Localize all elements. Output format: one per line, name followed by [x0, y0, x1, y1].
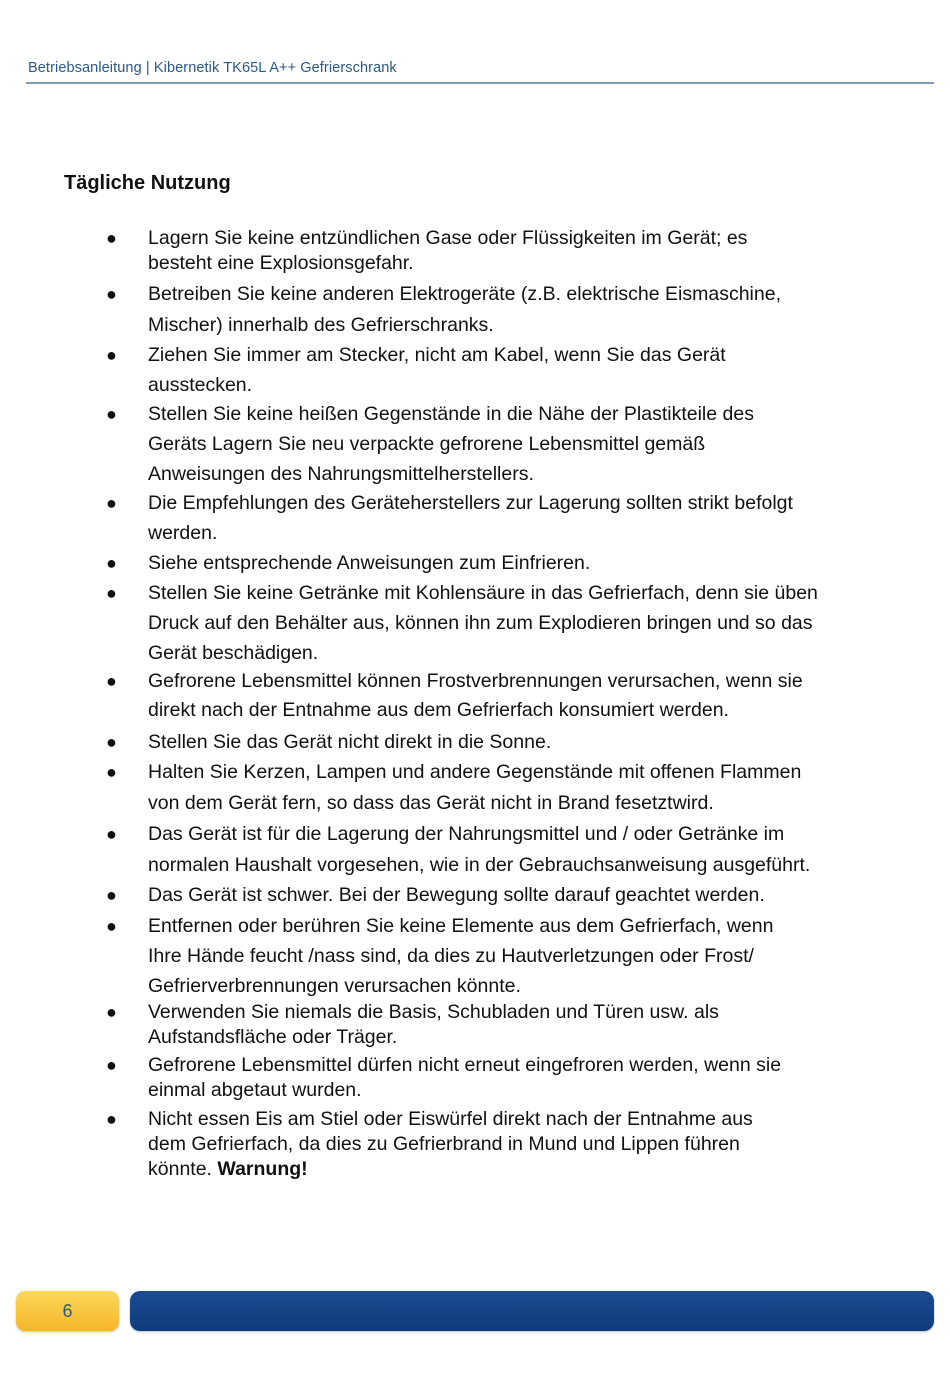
- list-item: ● Gefrorene Lebensmittel können Frostverbrennungen verursachen, wenn sie direkt nach der Entnahme aus dem Gefrierfach konsumiert werden.: [148, 667, 908, 725]
- bullet-icon: ●: [106, 404, 117, 424]
- list-item: ● Gefrorene Lebensmittel dürfen nicht erneut eingefroren werden, wenn sie einmal abgetaut wurden.: [106, 1054, 782, 1101]
- bullet-icon: ●: [106, 284, 117, 304]
- list-item: ● Stellen Sie das Gerät nicht direkt in die Sonne.: [148, 727, 908, 757]
- bullet-icon: ●: [106, 493, 117, 513]
- bullet-icon: ●: [106, 732, 117, 752]
- bullet-icon: ●: [106, 824, 117, 844]
- list-item: ● Entfernen oder berühren Sie keine Elemente aus dem Gefrierfach, wenn Ihre Hände feucht /nass sind, da dies zu Hautverletzungen oder Frost/ Gefrierverbrennungen verursachen könnte.: [148, 911, 908, 1001]
- list-item: ● Lagern Sie keine entzündlichen Gase oder Flüssigkeiten im Gerät; es besteht eine Explosionsgefahr.: [106, 227, 748, 274]
- list-item: ● Stellen Sie keine Getränke mit Kohlensäure in das Gefrierfach, denn sie üben Druck auf den Behälter aus, können ihn zum Explodieren bringen und so das Gerät beschädigen.: [148, 578, 908, 668]
- page-number: 6: [62, 1300, 73, 1321]
- bullet-icon: ●: [106, 345, 117, 365]
- bullet-icon: ●: [106, 1109, 117, 1129]
- bullet-icon: ●: [106, 671, 117, 691]
- footer-bar: [130, 1291, 934, 1331]
- bullet-icon: ●: [106, 1055, 117, 1075]
- section-title: Tägliche Nutzung: [64, 172, 231, 194]
- list-item: ● Halten Sie Kerzen, Lampen und andere Gegenstände mit offenen Flammen von dem Gerät fern, so dass das Gerät nicht in Brand fesetztwird.: [148, 757, 908, 819]
- list-item: ● Das Gerät ist für die Lagerung der Nahrungsmittel und / oder Getränke im normalen Haushalt vorgesehen, wie in der Gebrauchsanweisung ausgeführt.: [148, 819, 908, 881]
- list-item: ● Das Gerät ist schwer. Bei der Bewegung sollte darauf geachtet werden.: [148, 880, 908, 910]
- bullet-icon: ●: [106, 916, 117, 936]
- bullet-icon: ●: [106, 885, 117, 905]
- list-item: ● Betreiben Sie keine anderen Elektrogeräte (z.B. elektrische Eismaschine, Mischer) innerhalb des Gefrierschranks.: [148, 279, 908, 341]
- bullet-icon: ●: [106, 762, 117, 782]
- bullet-icon: ●: [106, 1002, 117, 1022]
- list-item: ● Nicht essen Eis am Stiel oder Eiswürfel direkt nach der Entnahme aus dem Gefrierfach, da dies zu Gefrierbrand in Mund und Lippen führen könnte. Warnung!: [106, 1108, 753, 1180]
- list-item: ● Ziehen Sie immer am Stecker, nicht am Kabel, wenn Sie das Gerät ausstecken.: [148, 340, 908, 400]
- running-header: Betriebsanleitung | Kibernetik TK65L A++ Gefrierschrank: [28, 60, 397, 76]
- list-item: ● Verwenden Sie niemals die Basis, Schubladen und Türen usw. als Aufstandsfläche oder Träger.: [106, 1001, 719, 1048]
- bullet-icon: ●: [106, 553, 117, 573]
- header-divider: [26, 82, 934, 84]
- page-number-badge: [16, 1291, 119, 1331]
- bullet-icon: ●: [106, 228, 117, 248]
- list-item: ● Die Empfehlungen des Geräteherstellers zur Lagerung sollten strikt befolgt werden.: [148, 488, 908, 548]
- list-item: ● Siehe entsprechende Anweisungen zum Einfrieren.: [148, 548, 908, 578]
- warning-label: Warnung!: [217, 1158, 308, 1180]
- list-item: ● Stellen Sie keine heißen Gegenstände in die Nähe der Plastikteile des Geräts Lagern Sie neu verpackte gefrorene Lebensmittel gemäß Anweisungen des Nahrungsmittelherstellers.: [148, 399, 908, 489]
- bullet-icon: ●: [106, 583, 117, 603]
